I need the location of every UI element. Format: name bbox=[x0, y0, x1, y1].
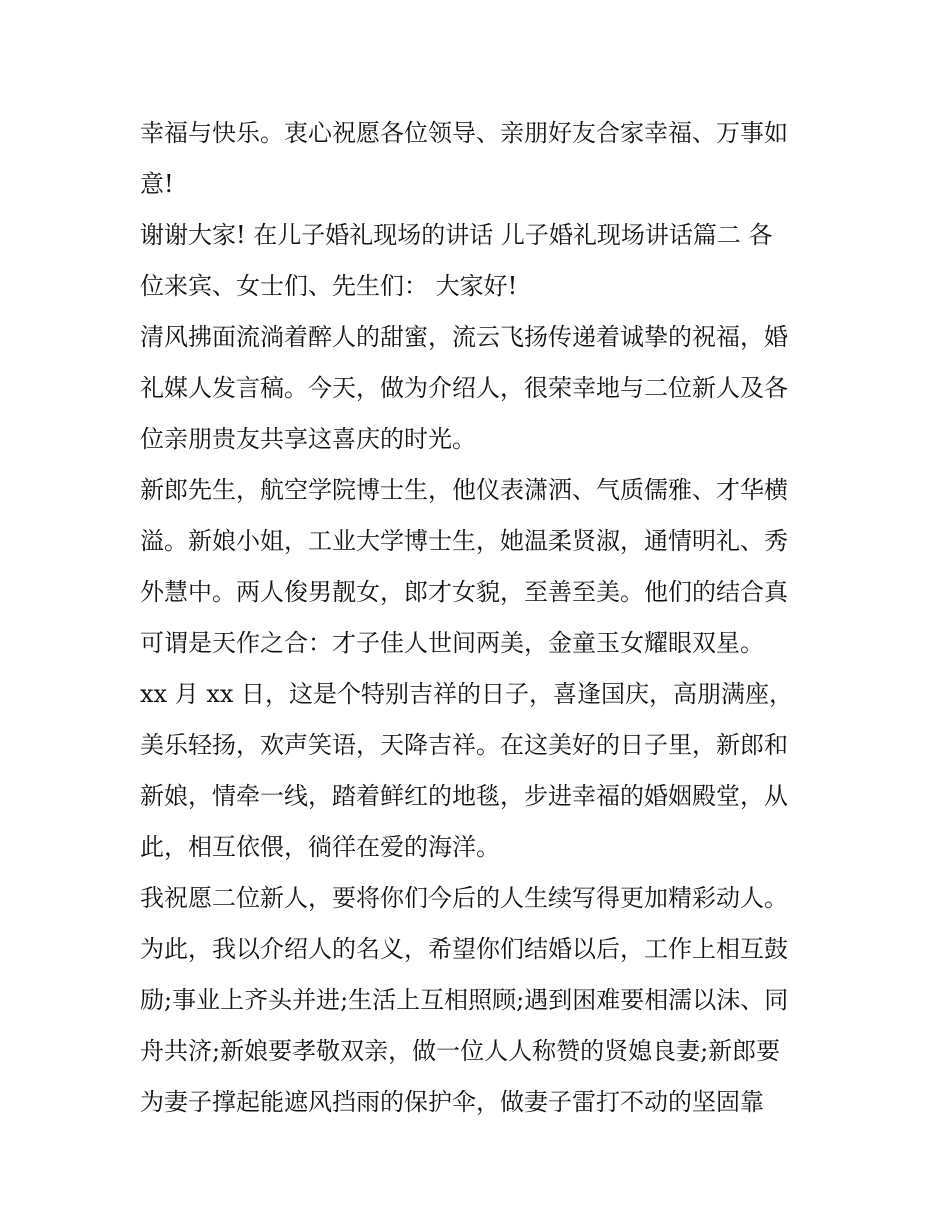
text-line: 外慧中。两人俊男靓女，郎才女貌，至善至美。他们的结合真 bbox=[140, 578, 788, 606]
document-body bbox=[140, 108, 820, 1128]
text-line: 位亲朋贵友共享这喜庆的时光。 bbox=[140, 425, 476, 453]
text-line: 意! bbox=[140, 170, 174, 198]
text-line: 新郎先生，航空学院博士生，他仪表潇洒、气质儒雅、才华横 bbox=[140, 476, 788, 504]
text-line: 溢。新娘小姐，工业大学博士生，她温柔贤淑，通情明礼、秀 bbox=[140, 527, 788, 555]
text-line: 美乐轻扬，欢声笑语，天降吉祥。在这美好的日子里，新郎和 bbox=[140, 731, 788, 759]
text-line: 为此，我以介绍人的名义，希望你们结婚以后，工作上相互鼓 bbox=[140, 935, 788, 963]
text-line: 为妻子撑起能遮风挡雨的保护伞，做妻子雷打不动的坚固靠 bbox=[140, 1088, 764, 1116]
text-line: 礼媒人发言稿。今天，做为介绍人，很荣幸地与二位新人及各 bbox=[140, 374, 788, 402]
text-line: 谢谢大家! 在儿子婚礼现场的讲话 儿子婚礼现场讲话篇二 各 bbox=[140, 221, 773, 249]
text-line: 励;事业上齐头并进;生活上互相照顾;遇到困难要相濡以沫、同 bbox=[140, 986, 789, 1014]
text-line: 清风拂面流淌着醉人的甜蜜，流云飞扬传递着诚挚的祝福，婚 bbox=[140, 323, 788, 351]
text-line: 新娘，情牵一线，踏着鲜红的地毯，步进幸福的婚姻殿堂，从 bbox=[140, 782, 788, 810]
text-line: 舟共济;新娘要孝敬双亲，做一位人人称赞的贤媳良妻;新郎要 bbox=[140, 1037, 781, 1065]
text-line: 幸福与快乐。衷心祝愿各位领导、亲朋好友合家幸福、万事如 bbox=[140, 119, 788, 147]
text-line: 可谓是天作之合：才子佳人世间两美，金童玉女耀眼双星。 bbox=[140, 629, 764, 657]
text-line: 此，相互依偎，徜徉在爱的海洋。 bbox=[140, 833, 500, 861]
text-line: xx 月 xx 日，这是个特别吉祥的日子，喜逢国庆，高朋满座， bbox=[140, 680, 794, 708]
text-line: 我祝愿二位新人，要将你们今后的人生续写得更加精彩动人。 bbox=[140, 884, 788, 912]
text-line: 位来宾、女士们、先生们： 大家好! bbox=[140, 272, 518, 300]
